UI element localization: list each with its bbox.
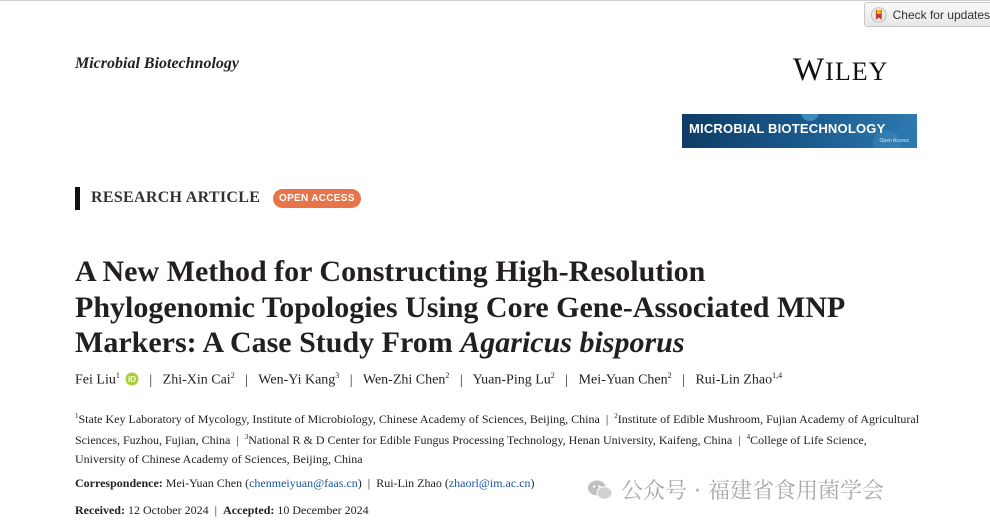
author-name[interactable]: Yuan-Ping Lu <box>472 372 551 388</box>
author-name[interactable]: Fei Liu <box>75 372 116 388</box>
accepted-label: Accepted: <box>223 503 275 517</box>
article-type: RESEARCH ARTICLE <box>91 189 261 206</box>
author-affil-sup: 2 <box>550 371 555 380</box>
correspondence-name: Rui-Lin Zhao <box>376 476 442 490</box>
wechat-icon <box>587 479 613 501</box>
author-separator: | <box>459 372 463 388</box>
author-name[interactable]: Wen-Zhi Chen <box>362 372 446 388</box>
title-line-3: Markers: A Case Study From <box>75 326 461 359</box>
author-affil-sup: 1,4 <box>772 371 783 380</box>
author-affil-sup: 2 <box>230 371 235 380</box>
correspondence: Correspondence: Mei-Yuan Chen (chenmeiyuan@faas.cn) | Rui-Lin Zhao (zhaorl@im.ac.cn) <box>75 476 535 490</box>
author-name[interactable]: Wen-Yi Kang <box>258 372 336 388</box>
open-access-badge: OPEN ACCESS <box>273 189 361 208</box>
banner-subtitle: Open Access <box>879 138 909 144</box>
article-dates <box>75 503 369 518</box>
correspondence-separator: | <box>364 476 374 490</box>
wechat-watermark <box>587 474 884 505</box>
author-list <box>75 371 782 389</box>
accepted-date: 10 December 2024 <box>277 503 369 517</box>
affiliations <box>75 407 920 468</box>
orcid-icon[interactable] <box>125 372 139 386</box>
correspondence-label: Correspondence: <box>75 476 163 490</box>
affiliation-sup: 3 <box>244 433 249 442</box>
affiliation-text: State Key Laboratory of Mycology, Institute of Microbiology, Chinese Academy of Sciences, Beijing, China <box>78 412 600 426</box>
title-line-2: Phylogenomic Topologies Using Core Gene-Associated MNP <box>75 290 846 324</box>
publisher-logo-rest: ILEY <box>825 57 889 86</box>
author-affil-sup: 3 <box>335 371 340 380</box>
author-name[interactable]: Mei-Yuan Chen <box>578 372 668 388</box>
affiliation-sup: 4 <box>746 433 751 442</box>
journal-banner <box>682 114 917 148</box>
publisher-logo-initial: W <box>793 52 826 88</box>
author-affil-sup: 2 <box>667 371 672 380</box>
correspondence-email[interactable]: chenmeiyuan@faas.cn <box>249 476 358 490</box>
author-separator: | <box>349 372 353 388</box>
journal-name: Microbial Biotechnology <box>75 55 239 72</box>
received-label: Received: <box>75 503 125 517</box>
watermark-text: 公众号 · 福建省食用菌学会 <box>621 479 884 504</box>
author-separator: | <box>245 372 249 388</box>
check-for-updates-button[interactable] <box>864 2 990 27</box>
top-rule <box>0 0 990 1</box>
publisher-logo <box>793 52 888 89</box>
correspondence-name: Mei-Yuan Chen <box>165 476 243 490</box>
author-affil-sup: 1 <box>115 371 120 380</box>
bookmark-check-icon <box>871 7 887 23</box>
affiliation-separator: | <box>735 433 744 448</box>
affiliation-sup: 1 <box>75 412 79 420</box>
affiliation-sup: 2 <box>614 412 618 420</box>
correspondence-email[interactable]: zhaorl@im.ac.cn <box>448 476 531 490</box>
check-for-updates-label: Check for updates <box>892 7 990 22</box>
article-type-bar <box>75 187 80 210</box>
author-separator: | <box>565 372 569 388</box>
affiliation-text: National R & D Center for Edible Fungus Processing Technology, Henan University, Kaifeng, China <box>248 433 733 448</box>
author-affil-sup: 2 <box>445 371 450 380</box>
title-species: Agaricus bisporus <box>460 326 685 359</box>
received-date: 12 October 2024 <box>127 503 209 517</box>
author-name[interactable]: Zhi-Xin Cai <box>162 372 231 388</box>
author-separator: | <box>682 372 685 388</box>
svg-text:iD: iD <box>127 374 136 384</box>
affiliation-text: College of Life Science, University of Chinese Academy of Sciences, Beijing, China <box>75 433 867 466</box>
affiliation-separator: | <box>233 433 242 448</box>
banner-title: MICROBIAL BIOTECHNOLOGY <box>689 121 886 136</box>
affiliation-text: Institute of Edible Mushroom, Fujian Academy of Agricultural Sciences, Fuzhou, Fujian, China <box>75 412 920 448</box>
affiliation-separator: | <box>602 412 612 426</box>
author-name[interactable]: Rui-Lin Zhao <box>695 372 773 388</box>
dates-separator: | <box>211 503 221 517</box>
author-separator: | <box>149 372 153 388</box>
article-title <box>75 254 935 361</box>
title-line-1: A New Method for Constructing High-Resolution <box>75 255 706 288</box>
